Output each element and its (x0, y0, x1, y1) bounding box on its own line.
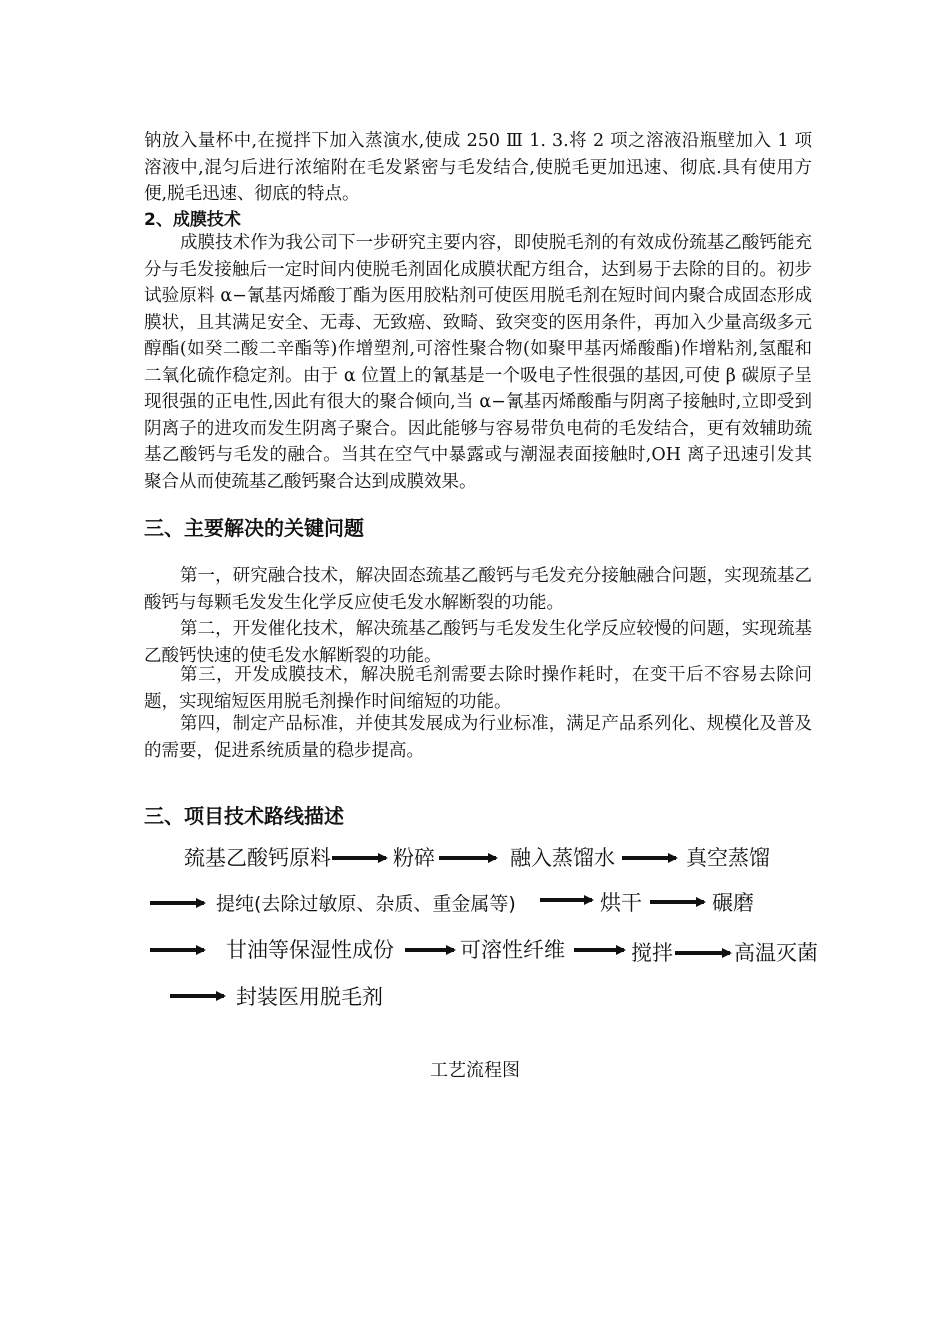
key-problem-item-2: 第二，开发催化技术，解决巯基乙酸钙与毛发发生化学反应较慢的问题，实现巯基乙酸钙快速的使毛发水解断裂的功能。 (144, 619, 812, 666)
film-technology-heading: 2、成膜技术 (144, 210, 241, 230)
flow-step-raw-material: 巯基乙酸钙原料 (184, 846, 331, 870)
flow-step-dissolve: 融入蒸馏水 (510, 846, 615, 870)
intro-paragraph: 钠放入量杯中,在搅拌下加入蒸演水,使成 250 Ⅲ 1. 3.将 2 项之溶液沿瓶壁加入 1 项溶液中,混匀后进行浓缩附在毛发紧密与毛发结合,使脱毛更加迅速、彻底.具有使用方便,脱毛迅速、彻底的特点。 (144, 131, 812, 204)
key-problems-heading: 三、主要解决的关键问题 (144, 516, 364, 540)
film-technology-body: 成膜技术作为我公司下一步研究主要内容，即使脱毛剂的有效成份巯基乙酸钙能充分与毛发接触后一定时间内使脱毛剂固化成膜状配方组合，达到易于去除的目的。初步试验原料 α−氰基丙烯酸丁酯为医用胶粘剂可使医用脱毛剂在短时间内聚合成固态形成膜状，且其满足安全、无毒、无致癌、致畸、致突变的医用条件，再加入少量高级多元醇酯(如癸二酸二辛酯等)作增塑剂,可溶性聚合物(如聚甲基丙烯酸酯)作增粘剂,氢醌和二氧化硫作稳定剂。由于 α 位置上的氰基是一个吸电子性很强的基因,可使 β 碳原子呈现很强的正电性,因此有很大的聚合倾向,当 α−氰基丙烯酸酯与阴离子接触时,立即受到阴离子的进攻而发生阴离子聚合。因此能够与容易带负电荷的毛发结合，更有效辅助巯基乙酸钙与毛发的融合。当其在空气中暴露或与潮湿表面接触时,OH 离子迅速引发其聚合从而使巯基乙酸钙聚合达到成膜效果。 (144, 233, 812, 492)
key-problem-item-4: 第四，制定产品标准，并使其发展成为行业标准，满足产品系列化、规模化及普及的需要，促进系统质量的稳步提高。 (144, 714, 812, 761)
route-heading: 三、项目技术路线描述 (144, 804, 344, 828)
flow-caption: 工艺流程图 (430, 1060, 520, 1081)
flow-step-stir: 搅拌 (631, 941, 673, 965)
flow-step-sterilize: 高温灭菌 (734, 941, 818, 965)
flow-step-package: 封装医用脱毛剂 (236, 985, 383, 1009)
flow-step-crush: 粉碎 (393, 846, 435, 870)
process-flow-diagram (140, 836, 830, 1026)
flow-step-soluble-fiber: 可溶性纤维 (460, 938, 565, 962)
flow-step-purify: 提纯(去除过敏原、杂质、重金属等) (216, 893, 516, 915)
flow-step-grind: 碾磨 (712, 891, 754, 915)
key-problem-item-3: 第三，开发成膜技术，解决脱毛剂需要去除时操作耗时，在变干后不容易去除问题，实现缩短医用脱毛剂操作时间缩短的功能。 (144, 665, 812, 712)
flow-step-humectant: 甘油等保湿性成份 (226, 938, 394, 962)
key-problem-item-1: 第一，研究融合技术，解决固态巯基乙酸钙与毛发充分接触融合问题，实现巯基乙酸钙与每颗毛发发生化学反应使毛发水解断裂的功能。 (144, 566, 812, 613)
flow-step-vacuum-distill: 真空蒸馏 (686, 846, 770, 870)
flow-step-dry: 烘干 (600, 891, 642, 915)
